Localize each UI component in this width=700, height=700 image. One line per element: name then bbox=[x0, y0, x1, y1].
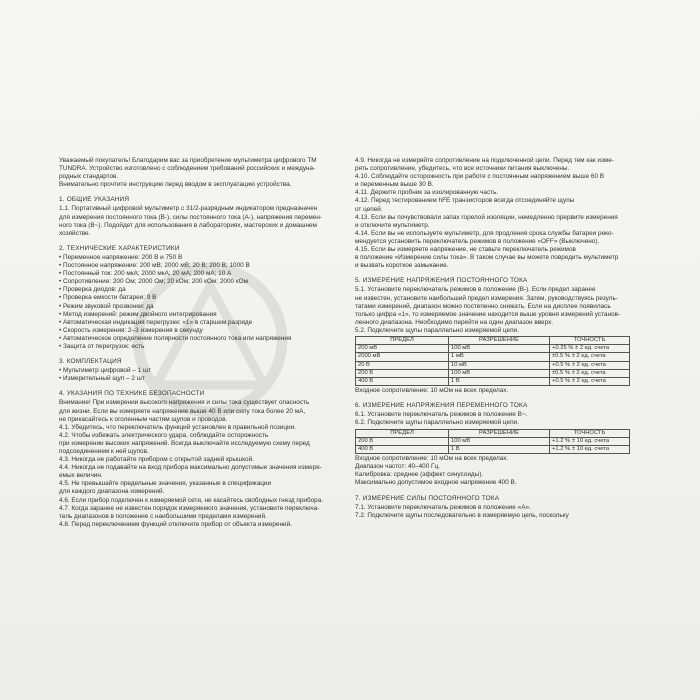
section-5-line: только цифра «1», то измеряемое значение находится выше уровня измерений установ- bbox=[355, 310, 621, 318]
resolution-cell: 1 В bbox=[449, 377, 550, 385]
section-5-line: ленного диапазона. Необходимо перейти на один диапазон вверх. bbox=[355, 318, 554, 326]
safety-line: 4.1. Убедитесь, что переключатель функций установлен в правильной позиции. bbox=[59, 423, 296, 431]
section-1-line: ного тока (В~). Подойдет для использования в лабораториях, мастерских и домашнем bbox=[59, 221, 317, 229]
section-1-line: 1.1. Портативный цифровой мультиметр с 31/2-разрядным индикатором предназначен bbox=[59, 205, 318, 213]
range-cell: 400 В bbox=[356, 377, 449, 385]
safety-line: для каждого диапазона измерений. bbox=[59, 488, 165, 496]
accuracy-cell: +0.5 % ± 2 ед. счета bbox=[550, 361, 630, 369]
accuracy-cell: ±0.5 % ± 2 ед. счета bbox=[550, 369, 630, 377]
table-header-row bbox=[356, 336, 630, 344]
right-column bbox=[355, 157, 640, 520]
resolution-cell: 10 мВ bbox=[449, 361, 550, 369]
section-6-note: Диапазон частот: 40–400 Гц. bbox=[355, 463, 440, 471]
section-7-title: 7. ИЗМЕРЕНИЕ СИЛЫ ПОСТОЯННОГО ТОКА bbox=[355, 494, 500, 502]
section-7-line: 7.1. Установите переключатель режимов в положение «А». bbox=[355, 503, 531, 511]
range-cell: 200 мВ bbox=[356, 345, 449, 353]
section-4-title: 4. УКАЗАНИЯ ПО ТЕХНИКЕ БЕЗОПАСНОСТИ bbox=[59, 390, 205, 398]
column-header: ТОЧНОСТЬ bbox=[550, 336, 630, 344]
section-1-line: хозяйстве. bbox=[59, 229, 91, 237]
section-5-line: не известен, установите наибольший предел измерения. Затем, руководствуясь резуль- bbox=[355, 294, 618, 302]
spec-item: • Режим звуковой прозвонки: да bbox=[59, 302, 154, 310]
spec-item: • Защита от перегрузок: есть bbox=[59, 342, 145, 350]
section-6-note: Максимально допустимое входное напряжение 400 В. bbox=[355, 479, 517, 487]
intro-line: Внимательно прочтите инструкцию перед вводом в эксплуатацию устройства. bbox=[59, 181, 292, 189]
safety-line: 4.15. Если вы измеряете напряжение, не ставьте переключатель режимов bbox=[355, 246, 576, 254]
spec-item: • Метод измерений: режим двойного интегрирования bbox=[59, 310, 217, 318]
safety-line: Внимание! При измерении высокого напряжения и силы тока существует опасность bbox=[59, 399, 310, 407]
kit-item: • Мультиметр цифровой – 1 шт bbox=[59, 367, 152, 375]
safety-line: 4.4. Никогда не подавайте на вход прибора максимально допустимые значения измеря- bbox=[59, 464, 322, 472]
resolution-cell: 100 мВ bbox=[449, 437, 550, 445]
section-5-line: 5.2. Подключите щупы параллельно измеряемой цепи. bbox=[355, 326, 519, 334]
safety-line: тель диапазонов в положение с наибольшими пределами измерений. bbox=[59, 512, 267, 520]
accuracy-cell: +1.2 % ± 10 ед. счета bbox=[550, 437, 630, 445]
section-6-line: 6.1. Установите переключатель режимов в положение В~. bbox=[355, 411, 528, 419]
range-cell: 200 В bbox=[356, 369, 449, 377]
safety-line: 4.5. Не превышайте предельные значения, указанные в спецификации bbox=[59, 480, 272, 488]
spec-item: • Проверка емкости батареи: 9 В bbox=[59, 294, 157, 302]
spec-item: • Проверка диодов: да bbox=[59, 286, 126, 294]
column-header: РАЗРЕШЕНИЕ bbox=[449, 429, 550, 437]
kit-item: • Измерительный щуп – 2 шт bbox=[59, 375, 145, 383]
table-row bbox=[356, 377, 630, 385]
safety-line: емых величин. bbox=[59, 472, 103, 480]
safety-line: 4.8. Перед переключением функций отключите прибор от объекта измерений. bbox=[59, 520, 292, 528]
accuracy-cell: +0.5 % ± 2 ед. счета bbox=[550, 377, 630, 385]
spec-item: • Автоматическая индикация перегрузки: «1» в старшем разряде bbox=[59, 318, 253, 326]
table-header-row bbox=[356, 429, 630, 437]
section-7-line: 7.2. Подключите щупы последовательно в измеряемую цепь, поскольку bbox=[355, 511, 569, 519]
safety-line: не прикасайтесь к оголенным частям щупов и проводов. bbox=[59, 415, 228, 423]
intro-line: родных стандартов. bbox=[59, 173, 119, 181]
ac-voltage-table bbox=[355, 429, 630, 455]
column-header: ТОЧНОСТЬ bbox=[550, 429, 630, 437]
column-header: ПРЕДЕЛ bbox=[356, 336, 449, 344]
resolution-cell: 1 В bbox=[449, 445, 550, 453]
section-5-line: татами измерений, диапазон можно постепенно снижать. Если на дисплее появилась bbox=[355, 302, 611, 310]
column-header: ПРЕДЕЛ bbox=[356, 429, 449, 437]
safety-line: 4.2. Чтобы избежать электрического удара, соблюдайте осторожность bbox=[59, 431, 269, 439]
safety-line: 4.11. Держите пробник за изолированную часть. bbox=[355, 189, 499, 197]
section-2-title: 2. ТЕХНИЧЕСКИЕ ХАРАКТЕРИСТИКИ bbox=[59, 244, 180, 252]
range-cell: 400 В bbox=[356, 445, 449, 453]
safety-line: при измерении высоких напряжений. Всегда выключайте исследуемую схему перед bbox=[59, 439, 310, 447]
left-column bbox=[59, 157, 341, 529]
table-row bbox=[356, 361, 630, 369]
table-row bbox=[356, 369, 630, 377]
table-row bbox=[356, 345, 630, 353]
spec-item: • Автоматическое определение полярности постоянного тока или напряжения bbox=[59, 334, 292, 342]
section-1-line: для измерения постоянного тока (В-), силы постоянного тока (А-), напряжения перемен- bbox=[59, 213, 322, 221]
section-6-note: Входное сопротивление: 10 мОм на всех пределах. bbox=[355, 455, 509, 463]
accuracy-cell: +0.25 % ± 2 ед. счета bbox=[550, 345, 630, 353]
safety-line: и вызвать короткое замыкание. bbox=[355, 262, 449, 270]
spec-item: • Сопротивление: 200 Ом; 2000 Ом; 20 кОм; 200 кОм; 2000 кОм bbox=[59, 278, 249, 286]
spec-item: • Скорость измерения: 2–3 измерения в секунду bbox=[59, 326, 203, 334]
safety-line: 4.10. Соблюдайте осторожность при работе с постоянным напряжением выше 60 В bbox=[355, 173, 605, 181]
section-5-title: 5. ИЗМЕРЕНИЕ НАПРЯЖЕНИЯ ПОСТОЯННОГО ТОКА bbox=[355, 277, 528, 285]
section-6-line: 6.2. Подключите щупы параллельно измеряемой цепи. bbox=[355, 419, 519, 427]
resolution-cell: 1 мВ bbox=[449, 353, 550, 361]
section-3-title: 3. КОМПЛЕКТАЦИЯ bbox=[59, 358, 122, 366]
section-1-title: 1. ОБЩИЕ УКАЗАНИЯ bbox=[59, 196, 130, 204]
accuracy-cell: +1.2 % ± 10 ед. счета bbox=[550, 445, 630, 453]
spec-item: • Постоянный ток: 200 мкА; 2000 мкА; 20 мА; 200 мА; 10 А bbox=[59, 270, 232, 278]
intro-line: Уважаемый покупатель! Благодарим вас за приобретение мультиметра цифрового ТМ bbox=[59, 157, 317, 164]
safety-line: 4.7. Когда заранее не известен порядок измеряемого значения, установите переключа- bbox=[59, 504, 320, 512]
range-cell: 2000 мВ bbox=[356, 353, 449, 361]
safety-line: подсоединением к ней щупов. bbox=[59, 448, 149, 455]
table-row bbox=[356, 353, 630, 361]
accuracy-cell: ±0.5 % ± 2 ед. счета bbox=[550, 353, 630, 361]
safety-line: и переменным выше 30 В. bbox=[355, 181, 434, 189]
column-header: РАЗРЕШЕНИЕ bbox=[449, 336, 550, 344]
safety-line: 4.14. Если вы не используете мультиметр, для продления срока службы батареи реко- bbox=[355, 229, 614, 237]
spec-item: • Постоянное напряжение: 200 мВ; 2000 мВ; 20 В; 200 В; 1000 В bbox=[59, 262, 250, 270]
safety-line: для жизни. Если вы измеряете напряжение выше 40 В или силу тока более 20 мА, bbox=[59, 407, 306, 415]
safety-line: мендуется установить переключатель режимов в положение «OFF» (Выключено). bbox=[355, 237, 600, 245]
safety-line: 4.3. Никогда не работайте прибором с открытой задней крышкой. bbox=[59, 456, 254, 464]
range-cell: 200 В bbox=[356, 437, 449, 445]
safety-line: 4.13. Если вы почувствовали запах горелой изоляции, немедленно прервите измерения bbox=[355, 213, 618, 221]
table-row bbox=[356, 437, 630, 445]
section-6-note: Калибровка: среднее (эффект синусоиды). bbox=[355, 471, 484, 479]
safety-line: 4.12. Перед тестированием hFE транзисторов всегда отсоединяйте щупы bbox=[355, 197, 575, 205]
range-cell: 20 В bbox=[356, 361, 449, 369]
resolution-cell: 100 мВ bbox=[449, 345, 550, 353]
spec-item: • Переменное напряжение: 200 В и 750 В bbox=[59, 253, 183, 261]
section-6-title: 6. ИЗМЕРЕНИЕ НАПРЯЖЕНИЯ ПЕРЕМЕННОГО ТОКА bbox=[355, 402, 528, 410]
resolution-cell: 100 мВ bbox=[449, 369, 550, 377]
table-row bbox=[356, 445, 630, 453]
safety-line: в положение «Измерение силы тока». В таком случае вы можете повредить мультиметр bbox=[355, 254, 619, 262]
safety-line: 4.9. Никогда не измеряйте сопротивление на подключенной цепи. Перед тем как изме- bbox=[355, 157, 614, 164]
section-5-line: 5.1. Установите переключатель режимов в положение (В-). Если предел заранее bbox=[355, 286, 596, 294]
safety-line: от цепей. bbox=[355, 205, 383, 213]
safety-line: рять сопротивление, убедитесь, что все источники питания выключены. bbox=[355, 165, 570, 173]
section-5-note: Входное сопротивление: 10 мОм на всех пределах. bbox=[355, 387, 509, 395]
safety-line: и отключите мультиметр. bbox=[355, 221, 430, 229]
dc-voltage-table bbox=[355, 336, 630, 386]
intro-line: TUNDRA. Устройство изготовлено с соблюдением требований российских и междуна- bbox=[59, 165, 316, 173]
safety-line: 4.6. Если прибор подключен к измеряемой сети, не касайтесь свободных гнезд прибора. bbox=[59, 496, 324, 504]
